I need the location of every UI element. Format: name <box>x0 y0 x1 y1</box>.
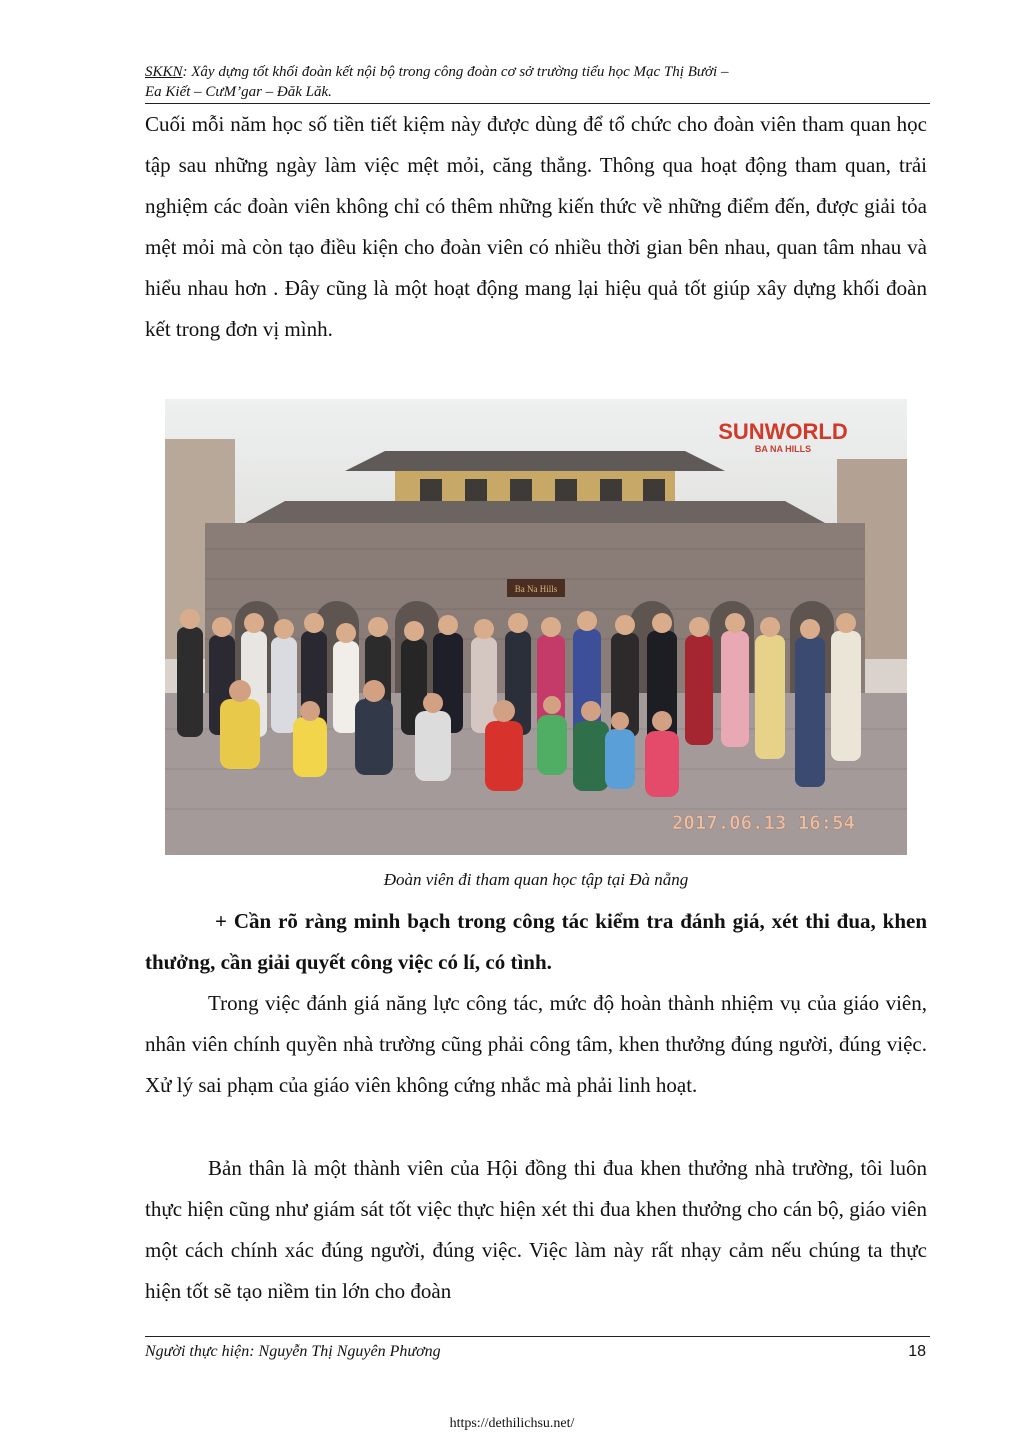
group-photo-drawing <box>165 399 907 855</box>
header-abbr: SKKN <box>145 64 183 80</box>
photo-caption: Đoàn viên đi tham quan học tập tại Đà nẵng <box>383 870 689 889</box>
paragraph-4: Bản thân là một thành viên của Hội đồng thi đua khen thưởng nhà trường, tôi luôn thực hiện cũng như giám sát tốt việc thực hiện xét thi đua khen thưởng cho cán bộ, giáo viên một cách chính xác đúng người, đúng việc. Việc làm này rất nhạy cảm nếu chúng ta thực hiện tốt sẽ tạo niềm tin lớn cho đoàn <box>145 1156 927 1303</box>
page-footer <box>145 1336 930 1361</box>
photo-timestamp: 2017.06.13 16:54 <box>671 812 855 834</box>
page-header <box>145 62 930 104</box>
source-url: https://dethilichsu.net/ <box>449 1416 575 1431</box>
page-number: 18 <box>908 1343 926 1360</box>
group-photo <box>165 399 907 855</box>
sunworld-logo-sub: BA NA HILLS <box>754 444 812 454</box>
header-title-line2: Ea Kiết – CưM’gar – Đăk Lăk. <box>145 84 332 100</box>
header-title: : Xây dựng tốt khối đoàn kết nội bộ trong công đoàn cơ sở trường tiểu học Mạc Thị Bưởi – <box>182 64 729 80</box>
paragraph-1: Cuối mỗi năm học số tiền tiết kiệm này được dùng để tổ chức cho đoàn viên tham quan học tập sau những ngày làm việc mệt mỏi, căng thẳng. Thông qua hoạt động tham quan, trải nghiệm các đoàn viên không chỉ có thêm những kiến thức về những điểm đến, được giải tỏa mệt mỏi mà còn tạo điều kiện cho đoàn viên có nhiều thời gian bên nhau, quan tâm nhau và hiểu nhau hơn . Đây cũng là một hoạt động mang lại hiệu quả tốt giúp xây dựng khối đoàn kết trong đơn vị mình. <box>145 112 927 341</box>
footer-author: Người thực hiện: Nguyễn Thị Nguyên Phương <box>145 1343 441 1360</box>
building-sign: Ba Na Hills <box>514 584 558 594</box>
paragraph-3: Trong việc đánh giá năng lực công tác, mức độ hoàn thành nhiệm vụ của giáo viên, nhân viên chính quyền nhà trường cũng phải công tâm, khen thưởng đúng người, đúng việc. Xử lý sai phạm của giáo viên không cứng nhắc mà phải linh hoạt. <box>145 991 927 1097</box>
sunworld-logo: SUNWORLD <box>718 419 848 444</box>
paragraph-2-heading: + Cần rõ ràng minh bạch trong công tác kiểm tra đánh giá, xét thi đua, khen thưởng, cần giải quyết công việc có lí, có tình. <box>145 909 927 974</box>
